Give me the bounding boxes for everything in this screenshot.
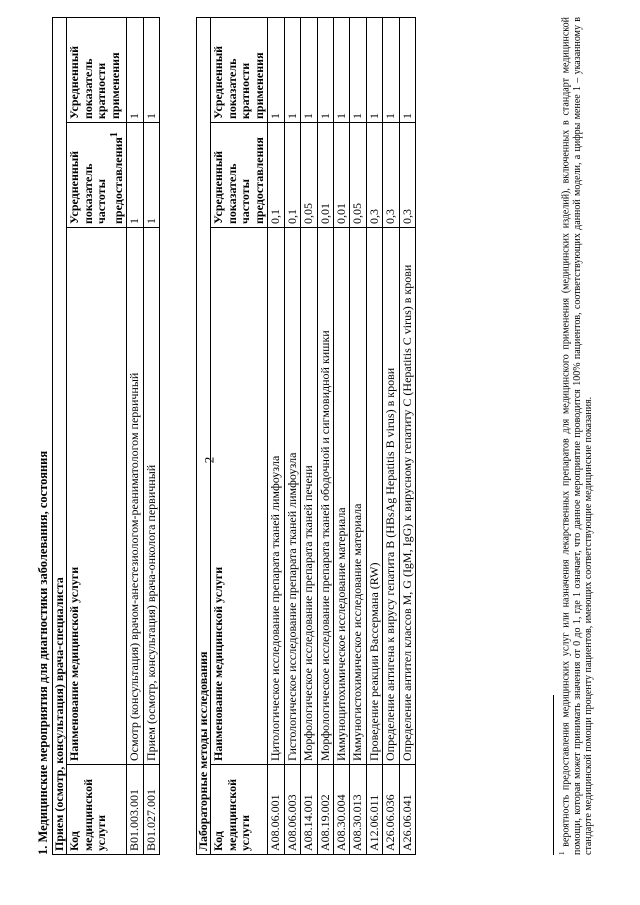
service-name: Цитологическое исследование препарата тканей лимфоузла: [268, 228, 284, 765]
service-name: Морфологическое исследование препарата тканей ободочной и сигмовидной кишки: [317, 228, 333, 765]
service-code: A08.06.003: [284, 765, 300, 855]
multiplicity-value: 1: [143, 18, 159, 123]
multiplicity-value: 1: [399, 18, 415, 123]
frequency-value: 0,1: [284, 123, 300, 228]
service-code: A26.06.041: [399, 765, 415, 855]
multiplicity-value: 1: [350, 18, 366, 123]
header-frequency-text: Усредненный показатель частоты предоставления: [67, 137, 125, 224]
multiplicity-value: 1: [366, 18, 382, 123]
header-code: Код медицинской услуги: [67, 765, 127, 855]
table-row: [143, 18, 159, 855]
service-code: B01.003.001: [127, 765, 143, 855]
footnote-marker: 1: [558, 851, 566, 855]
multiplicity-value: 1: [127, 18, 143, 123]
service-code: A08.06.001: [268, 765, 284, 855]
header-multiplicity: Усредненный показатель кратности применения: [67, 18, 127, 123]
frequency-value: 0,3: [399, 123, 415, 228]
table-subtitle: Лабораторные методы исследования: [197, 18, 211, 855]
laboratory-methods-table: [196, 17, 416, 855]
table-row: [317, 18, 333, 855]
footnote-divider: [553, 695, 554, 855]
service-code: A26.06.036: [383, 765, 399, 855]
table-row: [383, 18, 399, 855]
multiplicity-value: 1: [333, 18, 349, 123]
frequency-value: 0,05: [301, 123, 317, 228]
table-row: [127, 18, 143, 855]
section-title: 1. Медицинские мероприятия для диагностики заболевания, состояния: [36, 450, 50, 855]
service-name: Определение антител классов M, G (IgM, IgG) к вирусному гепатиту C (Hepatitis C virus) в крови: [399, 228, 415, 765]
footnote: [558, 17, 595, 855]
service-code: B01.027.001: [143, 765, 159, 855]
multiplicity-value: 1: [301, 18, 317, 123]
service-name: Проведение реакции Вассермана (RW): [366, 228, 382, 765]
frequency-value: 1: [143, 123, 159, 228]
header-code: Код медицинской услуги: [211, 765, 268, 855]
multiplicity-value: 1: [383, 18, 399, 123]
table-row: [268, 18, 284, 855]
specialist-consultation-table: [52, 17, 160, 855]
page-number: 2: [201, 456, 217, 464]
service-name: Гистологическое исследование препарата тканей лимфоузла: [284, 228, 300, 765]
service-code: A08.19.002: [317, 765, 333, 855]
service-name: Прием (осмотр, консультация) врача-онколога первичный: [143, 228, 159, 765]
table-row: [284, 18, 300, 855]
header-frequency: [67, 123, 127, 228]
table-row: [366, 18, 382, 855]
service-name: Иммуноцитохимическое исследование материала: [333, 228, 349, 765]
footnote-marker: 1: [108, 132, 120, 138]
table-row: [301, 18, 317, 855]
footnote-text: вероятность предоставления медицинских услуг или назначения лекарственных препаратов для медицинского применения (медицинских изделий), включенных в стандарт медицинской помощи, которая может принимать значения от 0 до 1, где 1 означает, что данное мероприятие проводится 100% пациентов, соответствующих данной модели, а цифры менее 1 – указанному в стандарте медицинской помощи проценту пациентов, имеющих соответствующие медицинские показания.: [560, 17, 595, 855]
header-name: Наименование медицинской услуги: [67, 228, 127, 765]
service-code: A12.06.011: [366, 765, 382, 855]
frequency-value: 0,01: [317, 123, 333, 228]
header-name: Наименование медицинской услуги: [211, 228, 268, 765]
frequency-value: 0,05: [350, 123, 366, 228]
table-subtitle: Прием (осмотр, консультация) врача-специалиста: [53, 18, 67, 855]
service-code: A08.14.001: [301, 765, 317, 855]
frequency-value: 0,3: [383, 123, 399, 228]
service-code: A08.30.004: [333, 765, 349, 855]
frequency-value: 0,3: [366, 123, 382, 228]
multiplicity-value: 1: [268, 18, 284, 123]
service-name: Определение антигена к вирусу гепатита B (HBsAg Hepatitis B virus) в крови: [383, 228, 399, 765]
frequency-value: 0,1: [268, 123, 284, 228]
frequency-value: 0,01: [333, 123, 349, 228]
multiplicity-value: 1: [284, 18, 300, 123]
service-name: Морфологическое исследование препарата тканей печени: [301, 228, 317, 765]
service-name: Осмотр (консультация) врачом-анестезиологом-реаниматологом первичный: [127, 228, 143, 765]
frequency-value: 1: [127, 123, 143, 228]
header-multiplicity: Усредненный показатель кратности применения: [211, 18, 268, 123]
service-name: Иммуногистохимическое исследование материала: [350, 228, 366, 765]
table-row: [350, 18, 366, 855]
service-code: A08.30.013: [350, 765, 366, 855]
header-frequency: Усредненный показатель частоты предоставления: [211, 123, 268, 228]
table-row: [333, 18, 349, 855]
table-row: [399, 18, 415, 855]
multiplicity-value: 1: [317, 18, 333, 123]
